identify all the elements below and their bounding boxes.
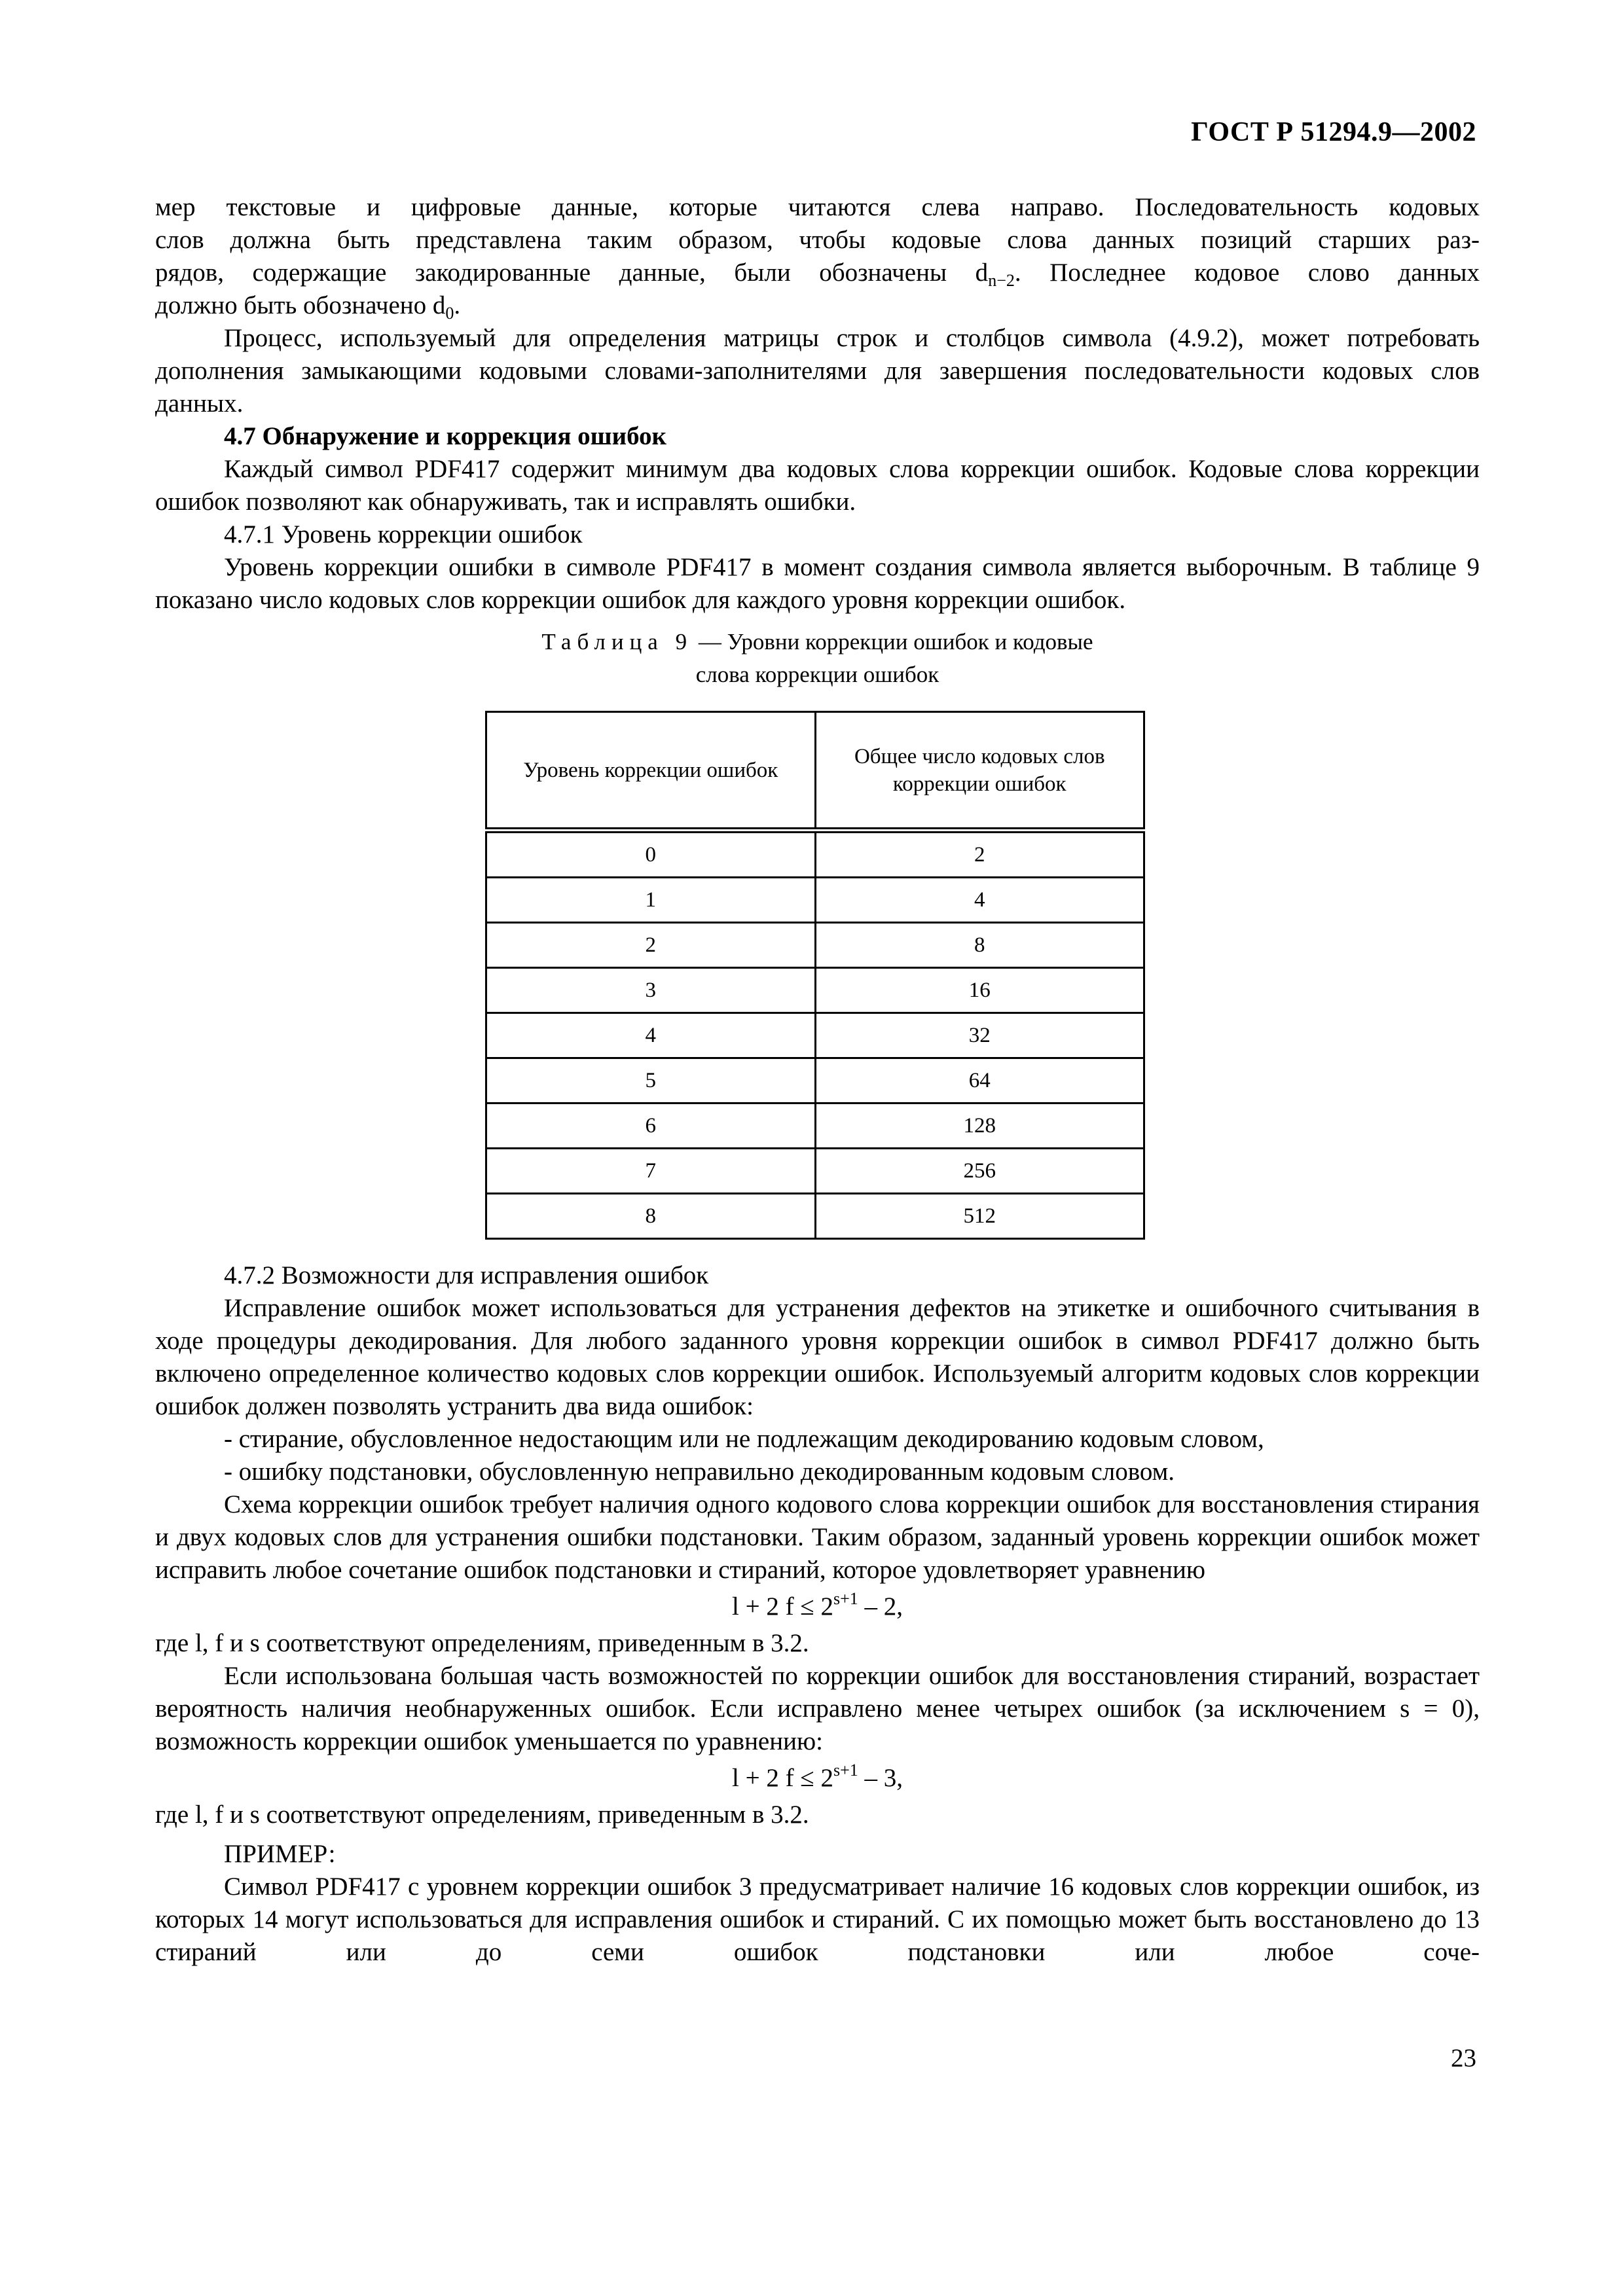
equation-base: l + 2 f ≤ 2 bbox=[731, 1764, 833, 1792]
cell-level: 4 bbox=[486, 1013, 816, 1058]
paragraph-ec-scheme: Схема коррекции ошибок требует наличия одного кодового слова коррекции ошибок для восстановления стирания и двух кодовых слов для устранения ошибки подстановки. Таким образом, заданный уровень коррекции ошибок может исправить любое сочетание ошибок подстановки и стираний, которое удовлетворяет уравнению bbox=[155, 1490, 1480, 1584]
example-label: ПРИМЕР: bbox=[224, 1840, 336, 1868]
table-row bbox=[486, 1058, 1144, 1103]
equation-1 bbox=[155, 1590, 1480, 1623]
text-fragment: должно быть обозначено d bbox=[155, 291, 446, 319]
caption-prefix: Таблица 9 bbox=[541, 629, 693, 655]
cell-total: 8 bbox=[815, 923, 1144, 968]
table-caption bbox=[155, 626, 1480, 691]
cell-level: 2 bbox=[486, 923, 816, 968]
table-row bbox=[486, 1103, 1144, 1149]
text-fragment: рядов, содержащие закодированные данные, были обозначены d bbox=[155, 259, 989, 287]
section-heading-4-7-1: 4.7.1 Уровень коррекции ошибок bbox=[224, 520, 583, 548]
cell-total: 4 bbox=[815, 878, 1144, 923]
cell-level: 6 bbox=[486, 1103, 816, 1149]
section-heading-4-7: 4.7 Обнаружение и коррекция ошибок bbox=[224, 422, 667, 450]
cell-total: 256 bbox=[815, 1149, 1144, 1194]
equation-2-definitions: где l, f и s соответствуют определениям, приведенным в 3.2. bbox=[155, 1801, 809, 1829]
page-content bbox=[155, 191, 1480, 1969]
table-row bbox=[486, 1013, 1144, 1058]
section-heading-4-7-2: 4.7.2 Возможности для исправления ошибок bbox=[224, 1261, 709, 1289]
cell-level: 3 bbox=[486, 968, 816, 1013]
cell-level: 7 bbox=[486, 1149, 816, 1194]
paragraph-ec-reduction: Если использована большая часть возможностей по коррекции ошибок для восстановления стираний, возрастает вероятность наличия необнаруженных ошибок. Если исправлено менее четырех ошибок (за исключением s = 0), возможность коррекции ошибок уменьшается по уравнению: bbox=[155, 1662, 1480, 1755]
caption-line-2: слова коррекции ошибок bbox=[695, 662, 939, 687]
equation-exponent: s+1 bbox=[833, 1761, 858, 1780]
cell-total: 2 bbox=[815, 831, 1144, 878]
page-number: 23 bbox=[1451, 2044, 1476, 2072]
table-row bbox=[486, 878, 1144, 923]
standard-code-header: ГОСТ Р 51294.9—2002 bbox=[1191, 117, 1476, 147]
table-header-row bbox=[486, 712, 1144, 831]
equation-2 bbox=[155, 1762, 1480, 1795]
cell-total: 16 bbox=[815, 968, 1144, 1013]
text-line: слов должна быть представлена таким образом, чтобы кодовые слова данных позиций старших раз- bbox=[155, 226, 1480, 254]
cell-level: 8 bbox=[486, 1194, 816, 1239]
equation-1-definitions: где l, f и s соответствуют определениям, приведенным в 3.2. bbox=[155, 1629, 809, 1657]
subscript: 0 bbox=[445, 304, 454, 323]
caption-title: — Уровни коррекции ошибок и кодовые bbox=[693, 629, 1093, 655]
table-row bbox=[486, 1149, 1144, 1194]
equation-base: l + 2 f ≤ 2 bbox=[731, 1592, 833, 1621]
text-fragment: . Последнее кодовое слово данных bbox=[1014, 259, 1480, 287]
cell-total: 512 bbox=[815, 1194, 1144, 1239]
paragraph-ec-capabilities: Исправление ошибок может использоваться для устранения дефектов на этикетке и ошибочного считывания в ходе процедуры декодирования. Для любого заданного уровня коррекции ошибок в символ PDF417 должно быть включено определенное количество кодовых слов коррекции ошибок. Используемый алгоритм кодовых слов коррекции ошибок должен позволять устранить два вида ошибок: bbox=[155, 1294, 1480, 1420]
table-row bbox=[486, 1194, 1144, 1239]
text-line: мер текстовые и цифровые данные, которые читаются слева направо. Последовательность кодовых bbox=[155, 193, 1480, 221]
spacer bbox=[155, 1831, 1480, 1838]
text-fragment: . bbox=[454, 291, 461, 319]
paragraph-padding: Процесс, используемый для определения матрицы строк и столбцов символа (4.9.2), может потребовать дополнения замыкающими кодовыми словами-заполнителями для завершения последовательности кодовых слов данных. bbox=[155, 324, 1480, 418]
table-row bbox=[486, 831, 1144, 878]
cell-total: 32 bbox=[815, 1013, 1144, 1058]
error-correction-table bbox=[485, 711, 1145, 1240]
table-row bbox=[486, 923, 1144, 968]
table-row bbox=[486, 968, 1144, 1013]
list-item-erasure: - стирание, обусловленное недостающим или не подлежащим декодированию кодовым словом, bbox=[224, 1425, 1264, 1453]
equation-tail: – 3, bbox=[858, 1764, 903, 1792]
paragraph-example: Символ PDF417 с уровнем коррекции ошибок 3 предусматривает наличие 16 кодовых слов коррекции ошибок, из которых 14 могут использоваться для исправления ошибок и стираний. С их помощью может быть восстановлено до 13 стираний или до семи ошибок подстановки или любое соче- bbox=[155, 1873, 1480, 1966]
cell-level: 5 bbox=[486, 1058, 816, 1103]
equation-tail: – 2, bbox=[858, 1592, 903, 1621]
paragraph-ec-intro: Каждый символ PDF417 содержит минимум два кодовых слова коррекции ошибок. Кодовые слова коррекции ошибок позволяют как обнаруживать, так и исправлять ошибки. bbox=[155, 455, 1480, 516]
cell-total: 64 bbox=[815, 1058, 1144, 1103]
equation-exponent: s+1 bbox=[833, 1589, 858, 1608]
cell-total: 128 bbox=[815, 1103, 1144, 1149]
subscript: n−2 bbox=[988, 271, 1015, 290]
caption-line-1 bbox=[155, 626, 1480, 658]
text-line bbox=[155, 257, 1480, 289]
text-line bbox=[155, 289, 1480, 322]
spacer bbox=[155, 1240, 1480, 1259]
header-cell-total: Общее число кодовых слов коррекции ошибок bbox=[815, 712, 1144, 831]
cell-level: 1 bbox=[486, 878, 816, 923]
paragraph-continuation bbox=[155, 191, 1480, 322]
list-item-substitution: - ошибку подстановки, обусловленную неправильно декодированным кодовым словом. bbox=[224, 1458, 1175, 1486]
header-cell-level: Уровень коррекции ошибок bbox=[486, 712, 816, 831]
cell-level: 0 bbox=[486, 831, 816, 878]
paragraph-ec-level: Уровень коррекции ошибки в символе PDF417 в момент создания символа является выборочным. В таблице 9 показано число кодовых слов коррекции ошибок для каждого уровня коррекции ошибок. bbox=[155, 553, 1480, 614]
